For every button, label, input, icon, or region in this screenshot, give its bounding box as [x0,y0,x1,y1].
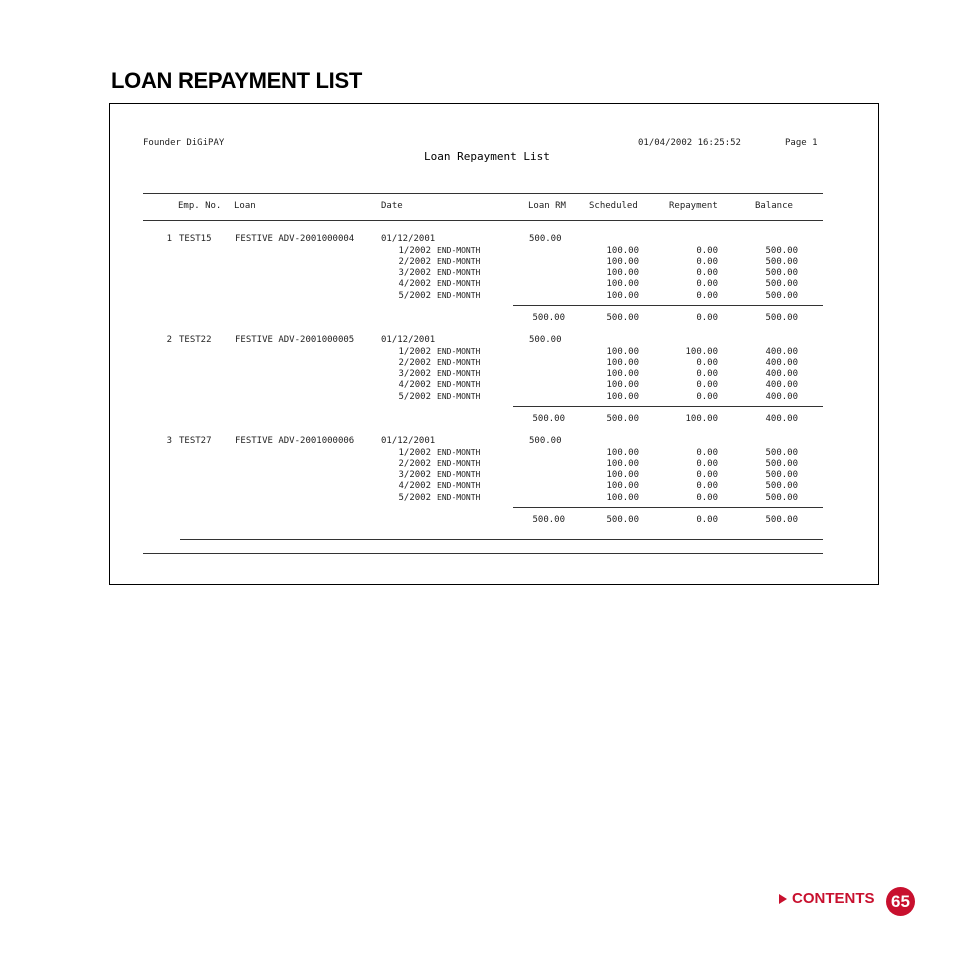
schedule-balance: 400.00 [765,357,798,368]
record-loan: FESTIVE ADV-2001000005 [235,335,355,345]
schedule-type: END-MONTH [437,290,481,300]
record-loan: FESTIVE ADV-2001000006 [235,436,355,446]
schedule-period: 4/2002 [398,380,431,391]
schedule-type: END-MONTH [437,357,481,367]
report-frame [109,103,879,585]
triangle-right-icon [779,894,787,904]
schedule-period: 4/2002 [398,279,431,290]
schedule-period: 1/2002 [398,245,431,256]
total-repayment: 100.00 [685,414,718,424]
schedule-type: END-MONTH [437,279,481,289]
schedule-period: 3/2002 [398,369,431,380]
schedule-type: END-MONTH [437,470,481,480]
record-emp-no: TEST22 [179,335,212,345]
total-repayment: 0.00 [696,515,718,525]
record-loan-rm: 500.00 [529,335,562,345]
total-loan-rm: 500.00 [532,515,565,525]
contents-label: CONTENTS [792,890,875,907]
record-emp-no: TEST15 [179,234,212,244]
schedule-repayment: 0.00 [696,458,718,469]
schedule-type: END-MONTH [437,380,481,390]
schedule-balance: 400.00 [765,346,798,357]
total-balance: 500.00 [765,515,798,525]
total-loan-rm: 500.00 [532,414,565,424]
schedule-period: 2/2002 [398,458,431,469]
schedule-type: END-MONTH [437,369,481,379]
schedule-repayment: 0.00 [696,256,718,267]
schedule-repayment: 100.00 [685,346,718,357]
schedule-type: END-MONTH [437,458,481,468]
record-index: 3 [166,436,172,446]
schedule-scheduled: 100.00 [606,346,639,357]
record-loan: FESTIVE ADV-2001000004 [235,234,355,244]
report-title: Loan Repayment List [424,150,550,163]
schedule-scheduled: 100.00 [606,369,639,380]
schedule-type: END-MONTH [437,346,481,356]
page-number-badge: 65 [886,887,915,916]
schedule-repayment: 0.00 [696,380,718,391]
record-loan-rm: 500.00 [529,436,562,446]
schedule-scheduled: 100.00 [606,256,639,267]
schedule-balance: 500.00 [765,492,798,503]
report-company: Founder DiGiPAY [143,138,225,148]
col-loan-rm: Loan RM [528,201,566,211]
total-scheduled: 500.00 [606,414,639,424]
schedule-balance: 400.00 [765,391,798,402]
schedule-period: 5/2002 [398,290,431,301]
schedule-balance: 500.00 [765,481,798,492]
total-balance: 500.00 [765,313,798,323]
schedule-repayment: 0.00 [696,268,718,279]
schedule-type: END-MONTH [437,391,481,401]
schedule-type: END-MONTH [437,447,481,457]
record-loan-rm: 500.00 [529,234,562,244]
schedule-period: 3/2002 [398,470,431,481]
schedule-type: END-MONTH [437,245,481,255]
schedule-repayment: 0.00 [696,369,718,380]
record-date: 01/12/2001 [381,234,436,244]
schedule-type: END-MONTH [437,492,481,502]
schedule-scheduled: 100.00 [606,447,639,458]
schedule-repayment: 0.00 [696,290,718,301]
schedule-scheduled: 100.00 [606,268,639,279]
report-page: Page 1 [785,138,818,148]
schedule-repayment: 0.00 [696,357,718,368]
schedule-scheduled: 100.00 [606,245,639,256]
subtotal-rule [513,507,823,508]
schedule-scheduled: 100.00 [606,279,639,290]
schedule-repayment: 0.00 [696,447,718,458]
col-emp-no: Emp. No. [178,201,222,211]
header-bottom-rule [143,220,823,221]
schedule-balance: 500.00 [765,458,798,469]
col-repayment: Repayment [669,201,718,211]
schedule-scheduled: 100.00 [606,290,639,301]
schedule-balance: 500.00 [765,290,798,301]
schedule-scheduled: 100.00 [606,357,639,368]
schedule-period: 5/2002 [398,492,431,503]
record-date: 01/12/2001 [381,335,436,345]
schedule-period: 1/2002 [398,346,431,357]
schedule-scheduled: 100.00 [606,391,639,402]
schedule-period: 3/2002 [398,268,431,279]
schedule-balance: 500.00 [765,470,798,481]
schedule-repayment: 0.00 [696,492,718,503]
schedule-scheduled: 100.00 [606,470,639,481]
schedule-repayment: 0.00 [696,391,718,402]
total-scheduled: 500.00 [606,515,639,525]
schedule-repayment: 0.00 [696,279,718,290]
schedule-repayment: 0.00 [696,245,718,256]
header-top-rule [143,193,823,194]
schedule-period: 2/2002 [398,357,431,368]
col-date: Date [381,201,403,211]
schedule-balance: 400.00 [765,380,798,391]
subtotal-rule [513,305,823,306]
contents-link[interactable] [779,890,875,907]
report-end-rule [180,539,823,540]
subtotal-rule [513,406,823,407]
schedule-repayment: 0.00 [696,481,718,492]
schedule-scheduled: 100.00 [606,481,639,492]
record-date: 01/12/2001 [381,436,436,446]
schedule-balance: 400.00 [765,369,798,380]
col-scheduled: Scheduled [589,201,638,211]
schedule-type: END-MONTH [437,481,481,491]
schedule-scheduled: 100.00 [606,458,639,469]
record-index: 2 [166,335,172,345]
report-datetime: 01/04/2002 16:25:52 [638,138,741,148]
total-scheduled: 500.00 [606,313,639,323]
schedule-balance: 500.00 [765,447,798,458]
schedule-period: 4/2002 [398,481,431,492]
schedule-period: 5/2002 [398,391,431,402]
total-balance: 400.00 [765,414,798,424]
report-final-rule [143,553,823,554]
schedule-repayment: 0.00 [696,470,718,481]
total-repayment: 0.00 [696,313,718,323]
schedule-type: END-MONTH [437,256,481,266]
schedule-period: 2/2002 [398,256,431,267]
col-balance: Balance [755,201,793,211]
schedule-type: END-MONTH [437,268,481,278]
col-loan: Loan [234,201,256,211]
page-title: LOAN REPAYMENT LIST [111,68,362,93]
record-emp-no: TEST27 [179,436,212,446]
schedule-balance: 500.00 [765,245,798,256]
schedule-scheduled: 100.00 [606,492,639,503]
schedule-balance: 500.00 [765,279,798,290]
record-index: 1 [166,234,172,244]
schedule-balance: 500.00 [765,268,798,279]
schedule-period: 1/2002 [398,447,431,458]
total-loan-rm: 500.00 [532,313,565,323]
schedule-balance: 500.00 [765,256,798,267]
schedule-scheduled: 100.00 [606,380,639,391]
